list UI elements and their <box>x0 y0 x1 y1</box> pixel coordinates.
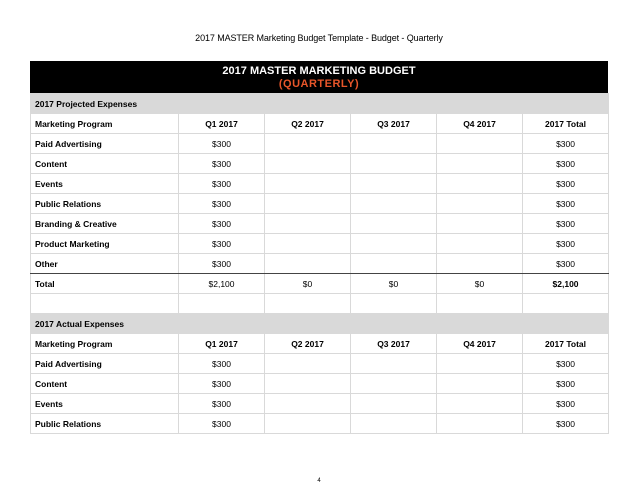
table-row <box>31 214 609 234</box>
table-row <box>31 234 609 254</box>
header-row-projected <box>31 114 609 134</box>
empty-cell[interactable] <box>265 294 351 314</box>
cell[interactable] <box>265 374 351 394</box>
cell[interactable] <box>437 234 523 254</box>
cell[interactable]: $300 <box>523 254 609 274</box>
cell[interactable]: $300 <box>179 174 265 194</box>
table-row <box>31 174 609 194</box>
cell[interactable]: $300 <box>523 154 609 174</box>
cell[interactable]: $300 <box>179 154 265 174</box>
cell[interactable]: $300 <box>523 134 609 154</box>
row-label[interactable]: Events <box>31 394 179 414</box>
cell[interactable] <box>437 154 523 174</box>
section-title-projected: 2017 Projected Expenses <box>31 94 609 114</box>
cell[interactable] <box>351 354 437 374</box>
col-header: 2017 Total <box>523 334 609 354</box>
cell[interactable]: $300 <box>523 374 609 394</box>
cell[interactable] <box>351 194 437 214</box>
total-cell[interactable]: $0 <box>437 274 523 294</box>
cell[interactable] <box>265 394 351 414</box>
row-label[interactable]: Paid Advertising <box>31 134 179 154</box>
row-label[interactable]: Branding & Creative <box>31 214 179 234</box>
cell[interactable] <box>437 214 523 234</box>
cell[interactable] <box>351 414 437 434</box>
col-header: Marketing Program <box>31 114 179 134</box>
cell[interactable] <box>437 194 523 214</box>
col-header: Q2 2017 <box>265 114 351 134</box>
cell[interactable] <box>437 354 523 374</box>
row-label[interactable]: Product Marketing <box>31 234 179 254</box>
cell[interactable] <box>437 174 523 194</box>
empty-cell[interactable] <box>523 294 609 314</box>
cell[interactable]: $300 <box>179 254 265 274</box>
cell[interactable] <box>437 394 523 414</box>
row-label[interactable]: Other <box>31 254 179 274</box>
col-header: 2017 Total <box>523 114 609 134</box>
empty-cell[interactable] <box>179 294 265 314</box>
cell[interactable]: $300 <box>179 354 265 374</box>
row-label[interactable]: Content <box>31 374 179 394</box>
table-row <box>31 254 609 274</box>
cell[interactable] <box>351 394 437 414</box>
table-row <box>31 414 609 434</box>
cell[interactable] <box>265 234 351 254</box>
header-row-actual <box>31 334 609 354</box>
cell[interactable]: $300 <box>523 174 609 194</box>
cell[interactable] <box>265 194 351 214</box>
row-label[interactable]: Public Relations <box>31 194 179 214</box>
row-label[interactable]: Content <box>31 154 179 174</box>
page-number: 4 <box>317 478 321 484</box>
table-row <box>31 374 609 394</box>
col-header: Q4 2017 <box>437 114 523 134</box>
cell[interactable]: $300 <box>523 354 609 374</box>
spacer-row <box>31 294 609 314</box>
cell[interactable] <box>265 214 351 234</box>
cell[interactable] <box>351 154 437 174</box>
table-row <box>31 154 609 174</box>
title-banner <box>30 61 608 93</box>
total-cell[interactable]: $0 <box>351 274 437 294</box>
banner-title: 2017 MASTER MARKETING BUDGET <box>222 65 416 77</box>
grand-total-cell[interactable]: $2,100 <box>523 274 609 294</box>
col-header: Q2 2017 <box>265 334 351 354</box>
col-header: Q3 2017 <box>351 334 437 354</box>
empty-cell[interactable] <box>437 294 523 314</box>
cell[interactable] <box>437 414 523 434</box>
cell[interactable]: $300 <box>179 394 265 414</box>
col-header: Q1 2017 <box>179 334 265 354</box>
empty-cell[interactable] <box>351 294 437 314</box>
cell[interactable] <box>437 374 523 394</box>
cell[interactable] <box>437 254 523 274</box>
cell[interactable] <box>265 414 351 434</box>
col-header: Marketing Program <box>31 334 179 354</box>
cell[interactable]: $300 <box>179 134 265 154</box>
cell[interactable]: $300 <box>179 234 265 254</box>
total-cell[interactable]: $0 <box>265 274 351 294</box>
row-label[interactable]: Public Relations <box>31 414 179 434</box>
banner-subtitle: (QUARTERLY) <box>278 78 360 90</box>
budget-table <box>30 93 609 434</box>
table-row <box>31 134 609 154</box>
col-header: Q3 2017 <box>351 114 437 134</box>
cell[interactable]: $300 <box>179 414 265 434</box>
cell[interactable]: $300 <box>523 234 609 254</box>
cell[interactable] <box>351 214 437 234</box>
section-title-actual: 2017 Actual Expenses <box>31 314 609 334</box>
col-header: Q4 2017 <box>437 334 523 354</box>
cell[interactable] <box>351 254 437 274</box>
cell[interactable] <box>265 174 351 194</box>
cell[interactable] <box>437 134 523 154</box>
cell[interactable] <box>265 154 351 174</box>
section-row-projected <box>31 94 609 114</box>
cell[interactable] <box>265 134 351 154</box>
cell[interactable] <box>351 174 437 194</box>
row-label[interactable]: Paid Advertising <box>31 354 179 374</box>
row-label[interactable]: Events <box>31 174 179 194</box>
table-row <box>31 194 609 214</box>
cell[interactable] <box>265 354 351 374</box>
cell[interactable] <box>351 134 437 154</box>
section-row-actual <box>31 314 609 334</box>
cell[interactable]: $300 <box>179 214 265 234</box>
table-row <box>31 354 609 374</box>
cell[interactable]: $300 <box>523 414 609 434</box>
table-row <box>31 394 609 414</box>
cell[interactable] <box>351 234 437 254</box>
col-header: Q1 2017 <box>179 114 265 134</box>
cell[interactable] <box>351 374 437 394</box>
cell[interactable]: $300 <box>523 394 609 414</box>
page-header: 2017 MASTER Marketing Budget Template - Budget - Quarterly <box>195 33 443 43</box>
cell[interactable]: $300 <box>179 194 265 214</box>
cell[interactable]: $300 <box>179 374 265 394</box>
total-label[interactable]: Total <box>31 274 179 294</box>
budget-sheet <box>30 61 608 434</box>
cell[interactable]: $300 <box>523 194 609 214</box>
total-row <box>31 274 609 294</box>
total-cell[interactable]: $2,100 <box>179 274 265 294</box>
cell[interactable]: $300 <box>523 214 609 234</box>
empty-cell[interactable] <box>31 294 179 314</box>
cell[interactable] <box>265 254 351 274</box>
